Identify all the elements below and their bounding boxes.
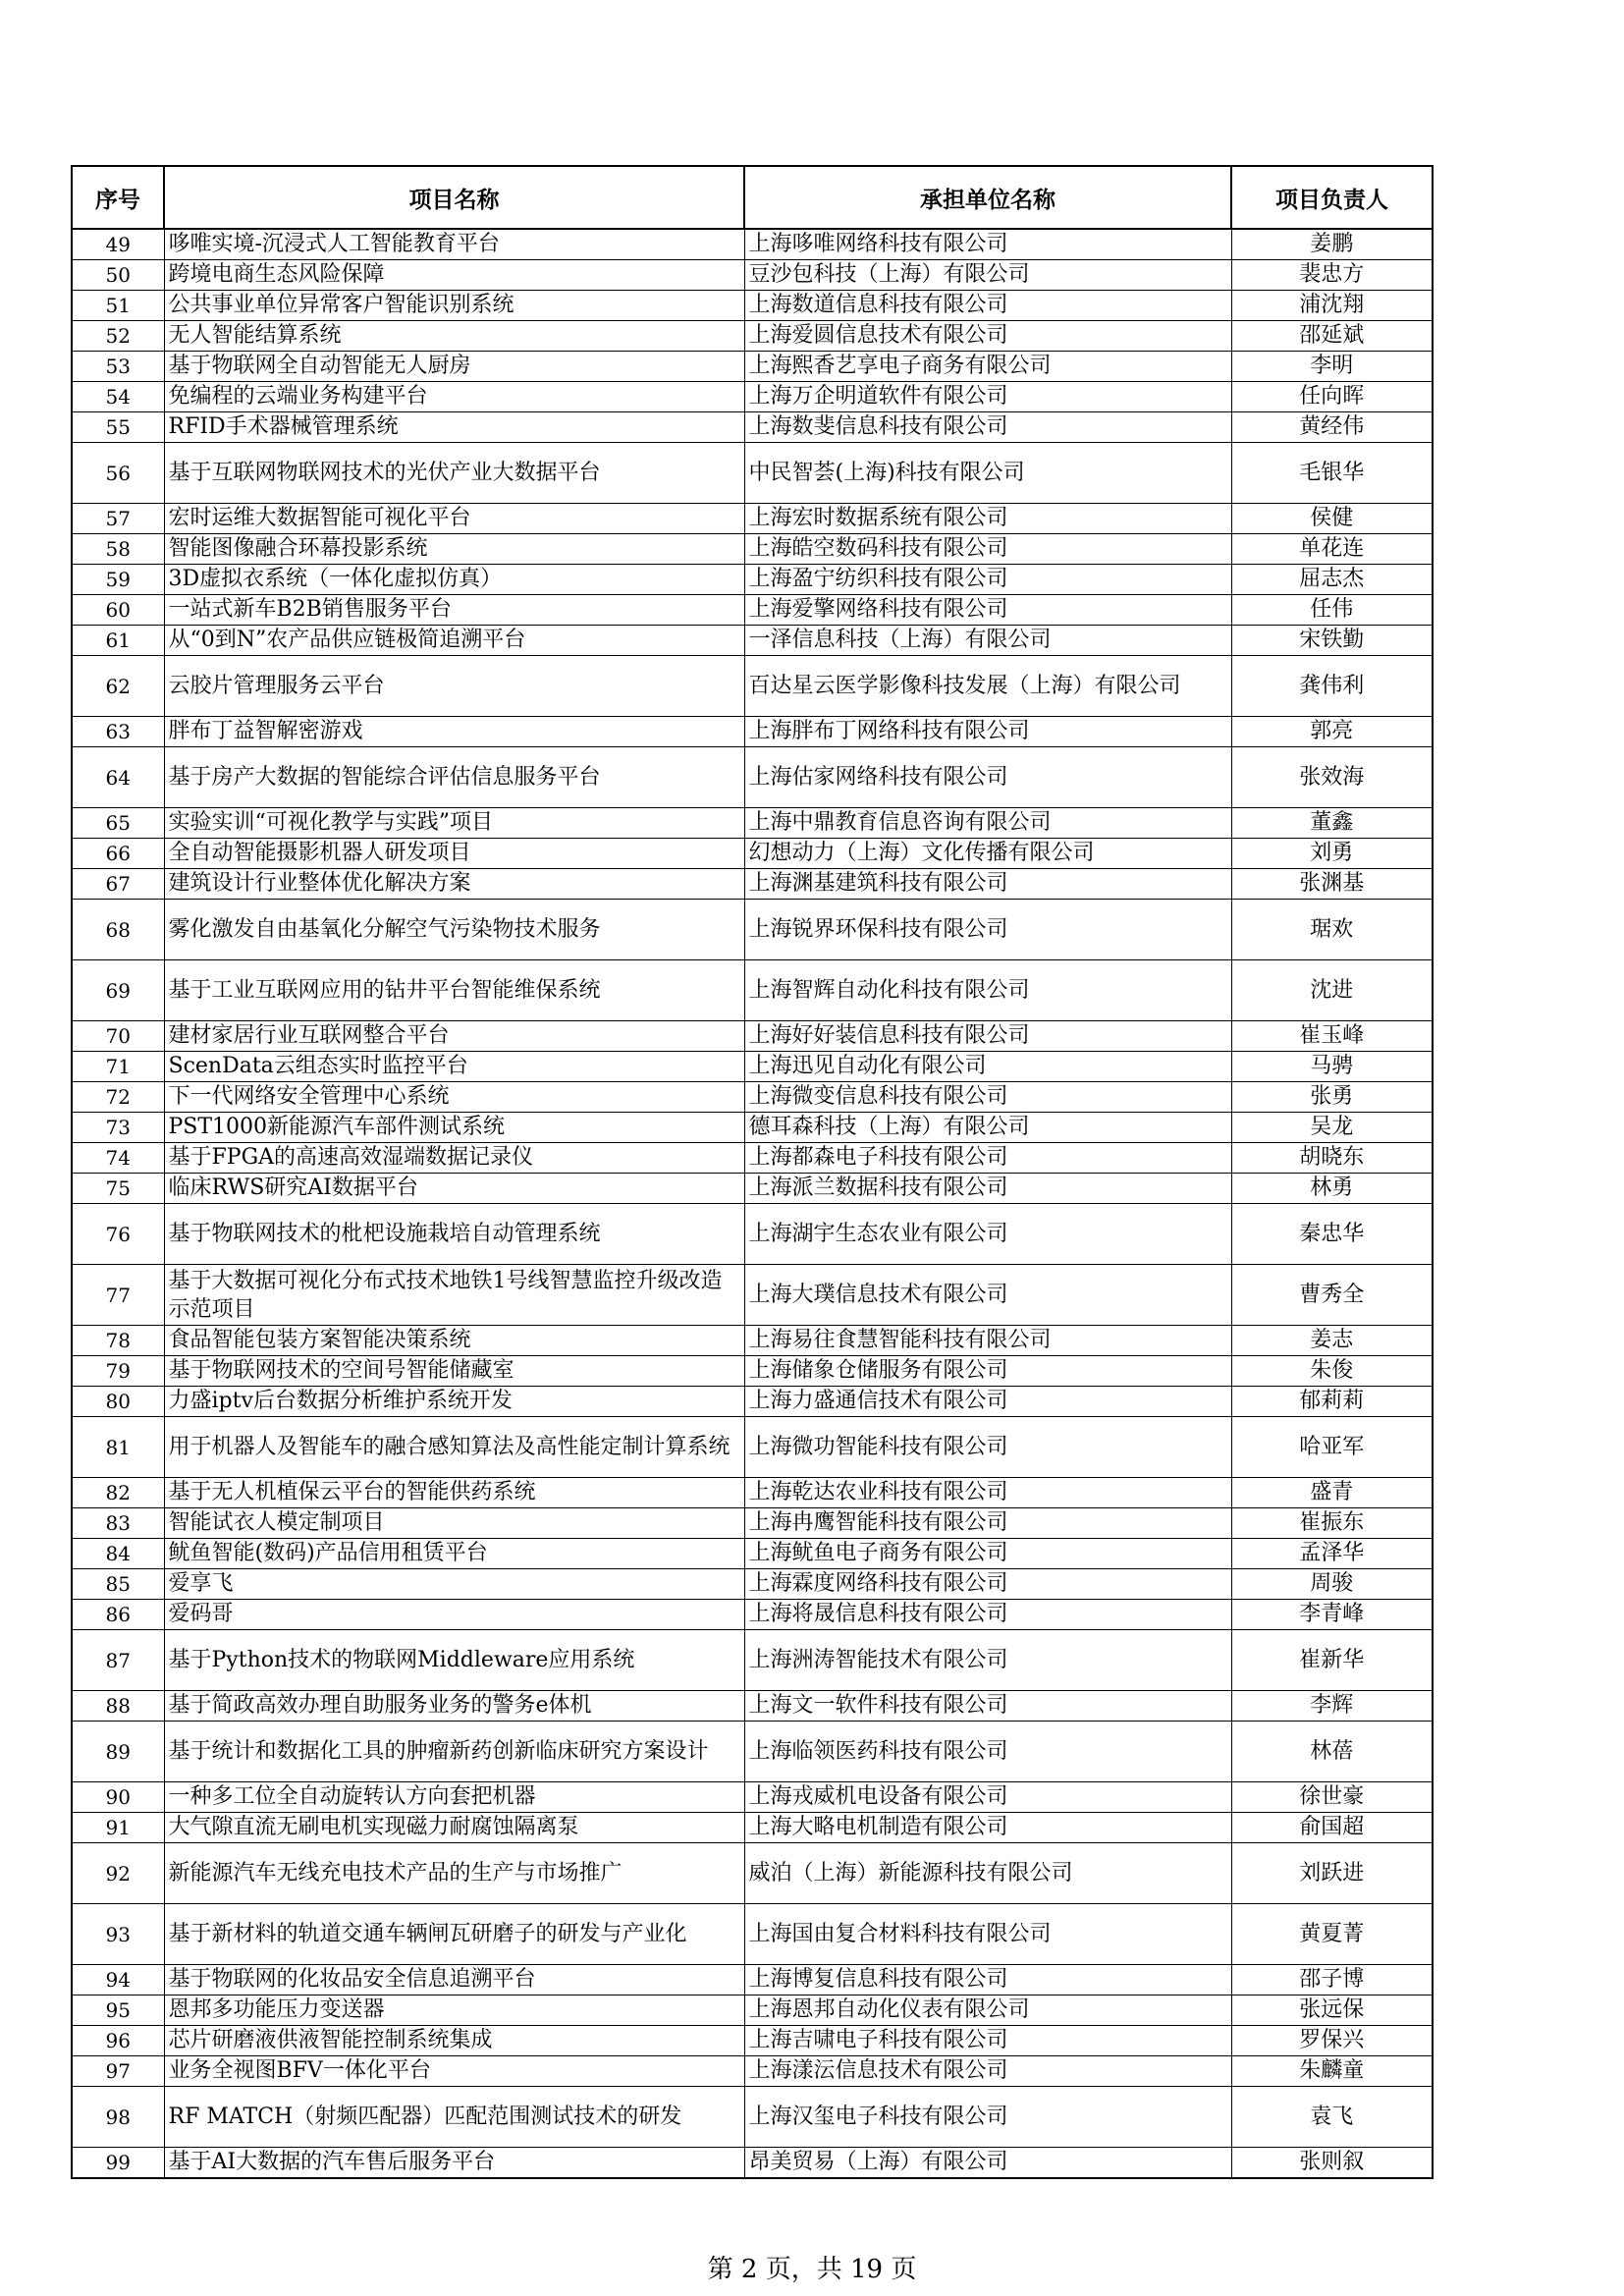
cell-no: 67 [72, 869, 164, 900]
cell-unit-name: 上海恩邦自动化仪表有限公司 [744, 1995, 1231, 2026]
cell-unit-name: 上海临领医药科技有限公司 [744, 1722, 1231, 1782]
cell-no: 99 [72, 2148, 164, 2179]
cell-no: 93 [72, 1904, 164, 1965]
header-no: 序号 [72, 166, 164, 229]
cell-project-lead: 张渊基 [1231, 869, 1433, 900]
cell-project-lead: 朱麟童 [1231, 2056, 1433, 2087]
cell-unit-name: 德耳森科技（上海）有限公司 [744, 1113, 1231, 1143]
cell-project-name: 智能图像融合环幕投影系统 [164, 534, 744, 565]
table-row [72, 1995, 1433, 2026]
header-project-name: 项目名称 [164, 166, 744, 229]
cell-project-lead: 刘勇 [1231, 839, 1433, 869]
header-unit-name: 承担单位名称 [744, 166, 1231, 229]
table-row [72, 1356, 1433, 1387]
cell-unit-name: 上海微功智能科技有限公司 [744, 1417, 1231, 1478]
cell-project-lead: 姜志 [1231, 1326, 1433, 1356]
cell-unit-name: 上海乾达农业科技有限公司 [744, 1478, 1231, 1508]
cell-project-name: 建材家居行业互联网整合平台 [164, 1021, 744, 1052]
table-row [72, 1387, 1433, 1417]
table-row [72, 2026, 1433, 2056]
cell-project-name: 基于FPGA的高速高效湿端数据记录仪 [164, 1143, 744, 1174]
table-row [72, 1904, 1433, 1965]
cell-project-lead: 崔新华 [1231, 1630, 1433, 1691]
cell-project-name: 基于物联网的化妆品安全信息追溯平台 [164, 1965, 744, 1995]
cell-project-lead: 哈亚军 [1231, 1417, 1433, 1478]
cell-project-lead: 张则叙 [1231, 2148, 1433, 2179]
cell-project-name: 爱享飞 [164, 1569, 744, 1600]
cell-project-lead: 罗保兴 [1231, 2026, 1433, 2056]
table-row [72, 1082, 1433, 1113]
cell-project-lead: 黄经伟 [1231, 412, 1433, 443]
cell-project-name: 免编程的云端业务构建平台 [164, 382, 744, 412]
table-row [72, 443, 1433, 504]
table-row [72, 1782, 1433, 1813]
table-row [72, 808, 1433, 839]
table-row [72, 1174, 1433, 1204]
cell-project-name: 力盛iptv后台数据分析维护系统开发 [164, 1387, 744, 1417]
table-row [72, 1478, 1433, 1508]
cell-no: 53 [72, 352, 164, 382]
cell-unit-name: 上海霖度网络科技有限公司 [744, 1569, 1231, 1600]
cell-project-lead: 徐世豪 [1231, 1782, 1433, 1813]
cell-project-name: 基于统计和数据化工具的肿瘤新药创新临床研究方案设计 [164, 1722, 744, 1782]
cell-project-name: 一种多工位全自动旋转认方向套把机器 [164, 1782, 744, 1813]
cell-project-lead: 李青峰 [1231, 1600, 1433, 1630]
cell-project-lead: 张远保 [1231, 1995, 1433, 2026]
cell-project-lead: 董鑫 [1231, 808, 1433, 839]
cell-project-lead: 刘跃进 [1231, 1843, 1433, 1904]
cell-project-name: 基于AI大数据的汽车售后服务平台 [164, 2148, 744, 2179]
cell-project-lead: 任向晖 [1231, 382, 1433, 412]
cell-no: 82 [72, 1478, 164, 1508]
cell-no: 49 [72, 229, 164, 260]
table-row [72, 1965, 1433, 1995]
cell-project-name: 跨境电商生态风险保障 [164, 260, 744, 291]
cell-unit-name: 幻想动力（上海）文化传播有限公司 [744, 839, 1231, 869]
cell-project-lead: 郭亮 [1231, 717, 1433, 747]
cell-unit-name: 上海湖宇生态农业有限公司 [744, 1204, 1231, 1265]
cell-unit-name: 上海汉玺电子科技有限公司 [744, 2087, 1231, 2148]
cell-project-lead: 裴忠方 [1231, 260, 1433, 291]
table-row [72, 1569, 1433, 1600]
cell-unit-name: 百达星云医学影像科技发展（上海）有限公司 [744, 656, 1231, 717]
cell-project-name: 基于新材料的轨道交通车辆闸瓦研磨子的研发与产业化 [164, 1904, 744, 1965]
cell-project-name: 恩邦多功能压力变送器 [164, 1995, 744, 2026]
cell-project-lead: 任伟 [1231, 595, 1433, 626]
cell-project-name: 基于无人机植保云平台的智能供药系统 [164, 1478, 744, 1508]
table-row [72, 1813, 1433, 1843]
cell-unit-name: 上海吉啸电子科技有限公司 [744, 2026, 1231, 2056]
cell-unit-name: 上海锐界环保科技有限公司 [744, 900, 1231, 960]
cell-project-lead: 曹秀全 [1231, 1265, 1433, 1326]
cell-unit-name: 上海渊基建筑科技有限公司 [744, 869, 1231, 900]
cell-project-name: PST1000新能源汽车部件测试系统 [164, 1113, 744, 1143]
cell-project-lead: 林勇 [1231, 1174, 1433, 1204]
table-row [72, 2148, 1433, 2179]
cell-no: 84 [72, 1539, 164, 1569]
cell-project-lead: 黄夏菁 [1231, 1904, 1433, 1965]
cell-no: 50 [72, 260, 164, 291]
cell-no: 92 [72, 1843, 164, 1904]
header-project-lead: 项目负责人 [1231, 166, 1433, 229]
cell-project-name: 基于Python技术的物联网Middleware应用系统 [164, 1630, 744, 1691]
cell-project-name: RF MATCH（射频匹配器）匹配范围测试技术的研发 [164, 2087, 744, 2148]
table-row [72, 260, 1433, 291]
cell-no: 66 [72, 839, 164, 869]
cell-project-name: 一站式新车B2B销售服务平台 [164, 595, 744, 626]
table-row [72, 2087, 1433, 2148]
cell-project-name: 大气隙直流无刷电机实现磁力耐腐蚀隔离泵 [164, 1813, 744, 1843]
cell-project-lead: 孟泽华 [1231, 1539, 1433, 1569]
cell-project-lead: 郁莉莉 [1231, 1387, 1433, 1417]
cell-project-lead: 李辉 [1231, 1691, 1433, 1722]
cell-unit-name: 上海胖布丁网络科技有限公司 [744, 717, 1231, 747]
cell-no: 81 [72, 1417, 164, 1478]
table-row [72, 1265, 1433, 1326]
cell-project-lead: 毛银华 [1231, 443, 1433, 504]
cell-unit-name: 上海万企明道软件有限公司 [744, 382, 1231, 412]
cell-project-lead: 琚欢 [1231, 900, 1433, 960]
project-table [71, 165, 1434, 2179]
table-row [72, 1417, 1433, 1478]
cell-unit-name: 上海迅见自动化有限公司 [744, 1052, 1231, 1082]
cell-project-lead: 崔玉峰 [1231, 1021, 1433, 1052]
cell-no: 74 [72, 1143, 164, 1174]
cell-project-name: 基于简政高效办理自助服务业务的警务e体机 [164, 1691, 744, 1722]
cell-project-name: 全自动智能摄影机器人研发项目 [164, 839, 744, 869]
cell-unit-name: 上海数斐信息科技有限公司 [744, 412, 1231, 443]
cell-unit-name: 上海好好装信息科技有限公司 [744, 1021, 1231, 1052]
cell-unit-name: 上海数道信息科技有限公司 [744, 291, 1231, 321]
table-row [72, 352, 1433, 382]
page-footer: 第 2 页，共 19 页 [707, 2255, 917, 2284]
cell-unit-name: 上海大璞信息技术有限公司 [744, 1265, 1231, 1326]
cell-project-lead: 邵延斌 [1231, 321, 1433, 352]
table-row [72, 291, 1433, 321]
cell-project-name: 基于互联网物联网技术的光伏产业大数据平台 [164, 443, 744, 504]
cell-unit-name: 上海爱擎网络科技有限公司 [744, 595, 1231, 626]
cell-no: 61 [72, 626, 164, 656]
cell-project-name: 宏时运维大数据智能可视化平台 [164, 504, 744, 534]
cell-unit-name: 上海将晟信息科技有限公司 [744, 1600, 1231, 1630]
table-row [72, 839, 1433, 869]
cell-project-lead: 崔振东 [1231, 1508, 1433, 1539]
cell-project-lead: 邵子博 [1231, 1965, 1433, 1995]
cell-project-lead: 侯健 [1231, 504, 1433, 534]
cell-project-name: 智能试衣人模定制项目 [164, 1508, 744, 1539]
table-row [72, 960, 1433, 1021]
table-row [72, 1143, 1433, 1174]
cell-project-lead: 胡晓东 [1231, 1143, 1433, 1174]
cell-project-name: 下一代网络安全管理中心系统 [164, 1082, 744, 1113]
cell-no: 94 [72, 1965, 164, 1995]
cell-unit-name: 上海洲涛智能技术有限公司 [744, 1630, 1231, 1691]
cell-no: 91 [72, 1813, 164, 1843]
cell-project-lead: 袁飞 [1231, 2087, 1433, 2148]
cell-no: 88 [72, 1691, 164, 1722]
table-row [72, 656, 1433, 717]
cell-project-name: 无人智能结算系统 [164, 321, 744, 352]
table-row [72, 229, 1433, 260]
cell-project-lead: 吴龙 [1231, 1113, 1433, 1143]
cell-unit-name: 上海智辉自动化科技有限公司 [744, 960, 1231, 1021]
cell-unit-name: 上海估家网络科技有限公司 [744, 747, 1231, 808]
table-row [72, 1113, 1433, 1143]
cell-project-name: 建筑设计行业整体优化解决方案 [164, 869, 744, 900]
cell-no: 76 [72, 1204, 164, 1265]
cell-unit-name: 一泽信息科技（上海）有限公司 [744, 626, 1231, 656]
table-row [72, 626, 1433, 656]
cell-no: 96 [72, 2026, 164, 2056]
table-row [72, 747, 1433, 808]
cell-project-lead: 张勇 [1231, 1082, 1433, 1113]
cell-project-name: 公共事业单位异常客户智能识别系统 [164, 291, 744, 321]
table-row [72, 595, 1433, 626]
cell-unit-name: 上海漾沄信息技术有限公司 [744, 2056, 1231, 2087]
cell-project-lead: 张效海 [1231, 747, 1433, 808]
table-row [72, 2056, 1433, 2087]
cell-unit-name: 上海冉鹰智能科技有限公司 [744, 1508, 1231, 1539]
cell-unit-name: 中民智荟(上海)科技有限公司 [744, 443, 1231, 504]
cell-project-name: 基于工业互联网应用的钻井平台智能维保系统 [164, 960, 744, 1021]
cell-project-name: 从“0到N”农产品供应链极简追溯平台 [164, 626, 744, 656]
cell-project-name: 用于机器人及智能车的融合感知算法及高性能定制计算系统 [164, 1417, 744, 1478]
cell-unit-name: 上海中鼎教育信息咨询有限公司 [744, 808, 1231, 839]
cell-unit-name: 上海派兰数据科技有限公司 [744, 1174, 1231, 1204]
cell-no: 64 [72, 747, 164, 808]
table-body [72, 229, 1433, 2178]
cell-unit-name: 上海鱿鱼电子商务有限公司 [744, 1539, 1231, 1569]
cell-unit-name: 昂美贸易（上海）有限公司 [744, 2148, 1231, 2179]
table-row [72, 1600, 1433, 1630]
cell-no: 56 [72, 443, 164, 504]
cell-project-name: 基于物联网技术的枇杷设施栽培自动管理系统 [164, 1204, 744, 1265]
cell-no: 78 [72, 1326, 164, 1356]
cell-project-name: 3D虚拟衣系统（一体化虚拟仿真） [164, 565, 744, 595]
cell-no: 70 [72, 1021, 164, 1052]
cell-unit-name: 上海力盛通信技术有限公司 [744, 1387, 1231, 1417]
table-row [72, 504, 1433, 534]
table-row [72, 717, 1433, 747]
cell-no: 77 [72, 1265, 164, 1326]
cell-project-lead: 龚伟利 [1231, 656, 1433, 717]
cell-project-name: 芯片研磨液供液智能控制系统集成 [164, 2026, 744, 2056]
cell-no: 63 [72, 717, 164, 747]
table-row [72, 869, 1433, 900]
cell-project-name: 食品智能包装方案智能决策系统 [164, 1326, 744, 1356]
cell-project-lead: 俞国超 [1231, 1813, 1433, 1843]
cell-project-name: 雾化激发自由基氧化分解空气污染物技术服务 [164, 900, 744, 960]
table-row [72, 1539, 1433, 1569]
cell-project-name: 基于物联网技术的空间号智能储藏室 [164, 1356, 744, 1387]
cell-project-lead: 浦沈翔 [1231, 291, 1433, 321]
cell-project-name: 基于大数据可视化分布式技术地铁1号线智慧监控升级改造示范项目 [164, 1265, 744, 1326]
cell-unit-name: 上海易往食慧智能科技有限公司 [744, 1326, 1231, 1356]
table-row [72, 1021, 1433, 1052]
cell-no: 58 [72, 534, 164, 565]
cell-no: 51 [72, 291, 164, 321]
cell-project-lead: 沈进 [1231, 960, 1433, 1021]
cell-project-name: 临床RWS研究AI数据平台 [164, 1174, 744, 1204]
cell-no: 55 [72, 412, 164, 443]
cell-project-name: 业务全视图BFV一体化平台 [164, 2056, 744, 2087]
cell-no: 79 [72, 1356, 164, 1387]
cell-no: 60 [72, 595, 164, 626]
cell-unit-name: 上海爱圆信息技术有限公司 [744, 321, 1231, 352]
cell-unit-name: 威泊（上海）新能源科技有限公司 [744, 1843, 1231, 1904]
cell-project-lead: 屈志杰 [1231, 565, 1433, 595]
cell-project-name: 基于物联网全自动智能无人厨房 [164, 352, 744, 382]
cell-no: 68 [72, 900, 164, 960]
table-row [72, 1691, 1433, 1722]
cell-no: 73 [72, 1113, 164, 1143]
cell-unit-name: 上海文一软件科技有限公司 [744, 1691, 1231, 1722]
cell-unit-name: 上海博复信息科技有限公司 [744, 1965, 1231, 1995]
cell-project-lead: 朱俊 [1231, 1356, 1433, 1387]
cell-project-name: 爱码哥 [164, 1600, 744, 1630]
cell-no: 89 [72, 1722, 164, 1782]
cell-unit-name: 上海熙香艺享电子商务有限公司 [744, 352, 1231, 382]
table-row [72, 321, 1433, 352]
cell-project-lead: 盛青 [1231, 1478, 1433, 1508]
cell-project-lead: 秦忠华 [1231, 1204, 1433, 1265]
cell-no: 54 [72, 382, 164, 412]
table-row [72, 534, 1433, 565]
cell-project-lead: 姜鹏 [1231, 229, 1433, 260]
cell-no: 86 [72, 1600, 164, 1630]
cell-no: 62 [72, 656, 164, 717]
cell-no: 97 [72, 2056, 164, 2087]
table-header-row [72, 166, 1433, 229]
cell-no: 85 [72, 1569, 164, 1600]
cell-unit-name: 上海戎威机电设备有限公司 [744, 1782, 1231, 1813]
cell-project-lead: 马骋 [1231, 1052, 1433, 1082]
cell-project-name: ScenData云组态实时监控平台 [164, 1052, 744, 1082]
cell-no: 90 [72, 1782, 164, 1813]
table-row [72, 1052, 1433, 1082]
table-row [72, 565, 1433, 595]
table-row [72, 900, 1433, 960]
cell-unit-name: 上海大略电机制造有限公司 [744, 1813, 1231, 1843]
table-row [72, 1326, 1433, 1356]
cell-project-name: 鱿鱼智能(数码)产品信用租赁平台 [164, 1539, 744, 1569]
cell-unit-name: 上海储象仓储服务有限公司 [744, 1356, 1231, 1387]
cell-no: 59 [72, 565, 164, 595]
cell-project-lead: 周骏 [1231, 1569, 1433, 1600]
table-row [72, 1204, 1433, 1265]
table-row [72, 412, 1433, 443]
cell-project-lead: 林蓓 [1231, 1722, 1433, 1782]
cell-no: 72 [72, 1082, 164, 1113]
cell-no: 80 [72, 1387, 164, 1417]
cell-project-name: 云胶片管理服务云平台 [164, 656, 744, 717]
cell-project-lead: 李明 [1231, 352, 1433, 382]
cell-project-name: 哆唯实境-沉浸式人工智能教育平台 [164, 229, 744, 260]
table-row [72, 382, 1433, 412]
table-row [72, 1843, 1433, 1904]
table-row [72, 1722, 1433, 1782]
cell-no: 98 [72, 2087, 164, 2148]
cell-unit-name: 豆沙包科技（上海）有限公司 [744, 260, 1231, 291]
cell-no: 52 [72, 321, 164, 352]
cell-unit-name: 上海宏时数据系统有限公司 [744, 504, 1231, 534]
cell-unit-name: 上海盈宁纺织科技有限公司 [744, 565, 1231, 595]
cell-no: 65 [72, 808, 164, 839]
cell-project-name: RFID手术器械管理系统 [164, 412, 744, 443]
cell-project-lead: 单花连 [1231, 534, 1433, 565]
cell-no: 83 [72, 1508, 164, 1539]
cell-no: 75 [72, 1174, 164, 1204]
cell-project-name: 新能源汽车无线充电技术产品的生产与市场推广 [164, 1843, 744, 1904]
table-row [72, 1508, 1433, 1539]
cell-unit-name: 上海皓空数码科技有限公司 [744, 534, 1231, 565]
cell-no: 57 [72, 504, 164, 534]
cell-project-name: 胖布丁益智解密游戏 [164, 717, 744, 747]
cell-project-name: 基于房产大数据的智能综合评估信息服务平台 [164, 747, 744, 808]
cell-unit-name: 上海微变信息科技有限公司 [744, 1082, 1231, 1113]
cell-unit-name: 上海哆唯网络科技有限公司 [744, 229, 1231, 260]
cell-unit-name: 上海都森电子科技有限公司 [744, 1143, 1231, 1174]
cell-no: 71 [72, 1052, 164, 1082]
cell-no: 95 [72, 1995, 164, 2026]
table-row [72, 1630, 1433, 1691]
cell-unit-name: 上海国由复合材料科技有限公司 [744, 1904, 1231, 1965]
cell-no: 69 [72, 960, 164, 1021]
cell-no: 87 [72, 1630, 164, 1691]
cell-project-lead: 宋铁勤 [1231, 626, 1433, 656]
cell-project-name: 实验实训“可视化教学与实践”项目 [164, 808, 744, 839]
